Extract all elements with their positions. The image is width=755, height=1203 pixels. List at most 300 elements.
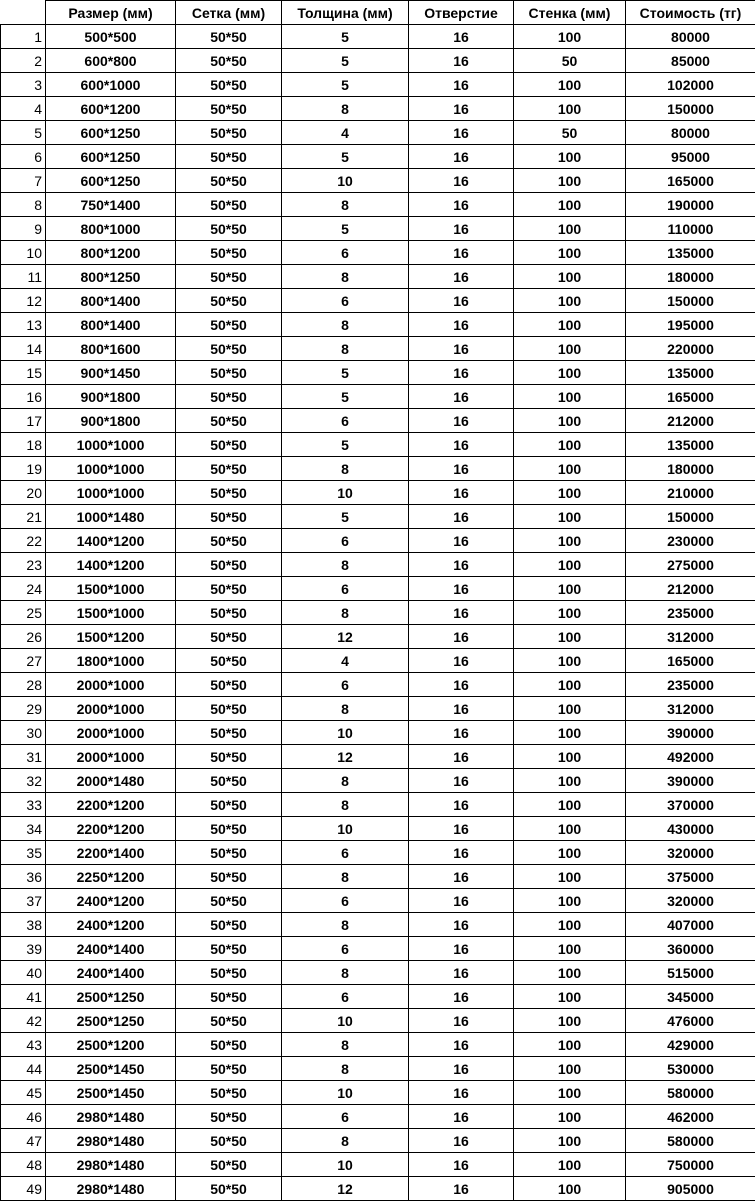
size-cell: 2400*1200 bbox=[46, 913, 176, 937]
size-cell: 2500*1450 bbox=[46, 1081, 176, 1105]
header-mesh: Сетка (мм) bbox=[176, 1, 282, 25]
wall-cell: 100 bbox=[514, 1129, 626, 1153]
mesh-cell: 50*50 bbox=[176, 433, 282, 457]
thickness-cell: 6 bbox=[282, 841, 409, 865]
mesh-cell: 50*50 bbox=[176, 625, 282, 649]
table-row bbox=[1, 361, 755, 385]
row-number: 20 bbox=[1, 481, 46, 505]
size-cell: 2400*1200 bbox=[46, 889, 176, 913]
price-cell: 360000 bbox=[626, 937, 755, 961]
size-cell: 1500*1000 bbox=[46, 601, 176, 625]
table-row bbox=[1, 121, 755, 145]
table-row bbox=[1, 985, 755, 1009]
hole-cell: 16 bbox=[409, 937, 514, 961]
table-row bbox=[1, 289, 755, 313]
row-number: 39 bbox=[1, 937, 46, 961]
wall-cell: 100 bbox=[514, 553, 626, 577]
size-cell: 600*1200 bbox=[46, 97, 176, 121]
wall-cell: 50 bbox=[514, 49, 626, 73]
hole-cell: 16 bbox=[409, 193, 514, 217]
price-cell: 230000 bbox=[626, 529, 755, 553]
size-cell: 2000*1000 bbox=[46, 673, 176, 697]
row-number: 49 bbox=[1, 1177, 46, 1201]
price-cell: 905000 bbox=[626, 1177, 755, 1201]
table-row bbox=[1, 97, 755, 121]
row-number: 31 bbox=[1, 745, 46, 769]
row-number: 6 bbox=[1, 145, 46, 169]
table-row bbox=[1, 25, 755, 49]
table-row bbox=[1, 1129, 755, 1153]
table-row bbox=[1, 793, 755, 817]
row-number: 24 bbox=[1, 577, 46, 601]
price-cell: 429000 bbox=[626, 1033, 755, 1057]
price-cell: 110000 bbox=[626, 217, 755, 241]
row-number: 29 bbox=[1, 697, 46, 721]
mesh-cell: 50*50 bbox=[176, 1129, 282, 1153]
wall-cell: 100 bbox=[514, 793, 626, 817]
row-number: 13 bbox=[1, 313, 46, 337]
size-cell: 900*1800 bbox=[46, 409, 176, 433]
table-row bbox=[1, 649, 755, 673]
size-cell: 800*1400 bbox=[46, 313, 176, 337]
hole-cell: 16 bbox=[409, 961, 514, 985]
wall-cell: 100 bbox=[514, 673, 626, 697]
row-number: 48 bbox=[1, 1153, 46, 1177]
hole-cell: 16 bbox=[409, 265, 514, 289]
wall-cell: 100 bbox=[514, 913, 626, 937]
table-row bbox=[1, 937, 755, 961]
thickness-cell: 6 bbox=[282, 409, 409, 433]
thickness-cell: 10 bbox=[282, 1153, 409, 1177]
header-price: Стоимость (тг) bbox=[626, 1, 755, 25]
table-row bbox=[1, 961, 755, 985]
size-cell: 2000*1480 bbox=[46, 769, 176, 793]
hole-cell: 16 bbox=[409, 577, 514, 601]
price-cell: 320000 bbox=[626, 841, 755, 865]
table-row bbox=[1, 193, 755, 217]
wall-cell: 100 bbox=[514, 145, 626, 169]
table-row bbox=[1, 265, 755, 289]
price-cell: 80000 bbox=[626, 121, 755, 145]
thickness-cell: 5 bbox=[282, 505, 409, 529]
thickness-cell: 12 bbox=[282, 1177, 409, 1201]
wall-cell: 100 bbox=[514, 217, 626, 241]
wall-cell: 100 bbox=[514, 265, 626, 289]
wall-cell: 100 bbox=[514, 697, 626, 721]
hole-cell: 16 bbox=[409, 793, 514, 817]
price-cell: 210000 bbox=[626, 481, 755, 505]
price-cell: 345000 bbox=[626, 985, 755, 1009]
table-row bbox=[1, 697, 755, 721]
table-row bbox=[1, 457, 755, 481]
price-cell: 390000 bbox=[626, 769, 755, 793]
table-row bbox=[1, 745, 755, 769]
price-cell: 530000 bbox=[626, 1057, 755, 1081]
hole-cell: 16 bbox=[409, 1009, 514, 1033]
table-row bbox=[1, 385, 755, 409]
mesh-cell: 50*50 bbox=[176, 337, 282, 361]
hole-cell: 16 bbox=[409, 1153, 514, 1177]
hole-cell: 16 bbox=[409, 553, 514, 577]
thickness-cell: 5 bbox=[282, 361, 409, 385]
size-cell: 800*1000 bbox=[46, 217, 176, 241]
mesh-cell: 50*50 bbox=[176, 553, 282, 577]
size-cell: 2250*1200 bbox=[46, 865, 176, 889]
hole-cell: 16 bbox=[409, 1177, 514, 1201]
table-row bbox=[1, 817, 755, 841]
thickness-cell: 8 bbox=[282, 193, 409, 217]
wall-cell: 100 bbox=[514, 1177, 626, 1201]
row-number: 23 bbox=[1, 553, 46, 577]
thickness-cell: 10 bbox=[282, 481, 409, 505]
wall-cell: 100 bbox=[514, 97, 626, 121]
mesh-cell: 50*50 bbox=[176, 745, 282, 769]
price-cell: 492000 bbox=[626, 745, 755, 769]
hole-cell: 16 bbox=[409, 1081, 514, 1105]
table-row bbox=[1, 313, 755, 337]
hole-cell: 16 bbox=[409, 889, 514, 913]
size-cell: 1500*1200 bbox=[46, 625, 176, 649]
price-cell: 165000 bbox=[626, 385, 755, 409]
row-number: 11 bbox=[1, 265, 46, 289]
wall-cell: 100 bbox=[514, 481, 626, 505]
thickness-cell: 8 bbox=[282, 1033, 409, 1057]
wall-cell: 100 bbox=[514, 529, 626, 553]
price-cell: 135000 bbox=[626, 241, 755, 265]
thickness-cell: 8 bbox=[282, 1129, 409, 1153]
wall-cell: 100 bbox=[514, 337, 626, 361]
hole-cell: 16 bbox=[409, 841, 514, 865]
size-cell: 2200*1200 bbox=[46, 817, 176, 841]
table-row bbox=[1, 1081, 755, 1105]
table-row bbox=[1, 1177, 755, 1201]
price-cell: 180000 bbox=[626, 457, 755, 481]
row-number: 18 bbox=[1, 433, 46, 457]
mesh-cell: 50*50 bbox=[176, 817, 282, 841]
table-row bbox=[1, 553, 755, 577]
table-row bbox=[1, 145, 755, 169]
hole-cell: 16 bbox=[409, 145, 514, 169]
size-cell: 1800*1000 bbox=[46, 649, 176, 673]
mesh-cell: 50*50 bbox=[176, 169, 282, 193]
mesh-cell: 50*50 bbox=[176, 25, 282, 49]
row-number: 10 bbox=[1, 241, 46, 265]
price-cell: 85000 bbox=[626, 49, 755, 73]
mesh-cell: 50*50 bbox=[176, 841, 282, 865]
size-cell: 2500*1200 bbox=[46, 1033, 176, 1057]
wall-cell: 100 bbox=[514, 73, 626, 97]
thickness-cell: 12 bbox=[282, 745, 409, 769]
table-row bbox=[1, 1033, 755, 1057]
size-cell: 800*1600 bbox=[46, 337, 176, 361]
price-cell: 235000 bbox=[626, 601, 755, 625]
size-cell: 2980*1480 bbox=[46, 1177, 176, 1201]
mesh-cell: 50*50 bbox=[176, 721, 282, 745]
thickness-cell: 8 bbox=[282, 793, 409, 817]
size-cell: 2000*1000 bbox=[46, 697, 176, 721]
table-row bbox=[1, 721, 755, 745]
size-cell: 2200*1400 bbox=[46, 841, 176, 865]
row-number: 15 bbox=[1, 361, 46, 385]
thickness-cell: 4 bbox=[282, 121, 409, 145]
price-cell: 312000 bbox=[626, 625, 755, 649]
mesh-cell: 50*50 bbox=[176, 865, 282, 889]
size-cell: 800*1400 bbox=[46, 289, 176, 313]
hole-cell: 16 bbox=[409, 289, 514, 313]
hole-cell: 16 bbox=[409, 481, 514, 505]
hole-cell: 16 bbox=[409, 817, 514, 841]
mesh-cell: 50*50 bbox=[176, 49, 282, 73]
wall-cell: 100 bbox=[514, 169, 626, 193]
wall-cell: 100 bbox=[514, 937, 626, 961]
price-cell: 750000 bbox=[626, 1153, 755, 1177]
wall-cell: 100 bbox=[514, 841, 626, 865]
price-cell: 320000 bbox=[626, 889, 755, 913]
mesh-cell: 50*50 bbox=[176, 97, 282, 121]
wall-cell: 100 bbox=[514, 193, 626, 217]
size-cell: 2000*1000 bbox=[46, 745, 176, 769]
thickness-cell: 6 bbox=[282, 577, 409, 601]
size-cell: 2400*1400 bbox=[46, 961, 176, 985]
thickness-cell: 12 bbox=[282, 625, 409, 649]
thickness-cell: 8 bbox=[282, 97, 409, 121]
mesh-cell: 50*50 bbox=[176, 265, 282, 289]
price-cell: 135000 bbox=[626, 433, 755, 457]
wall-cell: 100 bbox=[514, 625, 626, 649]
mesh-cell: 50*50 bbox=[176, 409, 282, 433]
hole-cell: 16 bbox=[409, 769, 514, 793]
wall-cell: 100 bbox=[514, 361, 626, 385]
hole-cell: 16 bbox=[409, 49, 514, 73]
mesh-cell: 50*50 bbox=[176, 121, 282, 145]
mesh-cell: 50*50 bbox=[176, 913, 282, 937]
table-row bbox=[1, 913, 755, 937]
row-number: 46 bbox=[1, 1105, 46, 1129]
size-cell: 2500*1450 bbox=[46, 1057, 176, 1081]
table-row bbox=[1, 1009, 755, 1033]
hole-cell: 16 bbox=[409, 985, 514, 1009]
thickness-cell: 4 bbox=[282, 649, 409, 673]
row-number: 14 bbox=[1, 337, 46, 361]
mesh-cell: 50*50 bbox=[176, 601, 282, 625]
table-row bbox=[1, 865, 755, 889]
price-cell: 476000 bbox=[626, 1009, 755, 1033]
mesh-cell: 50*50 bbox=[176, 1153, 282, 1177]
table-row bbox=[1, 481, 755, 505]
table-row bbox=[1, 625, 755, 649]
hole-cell: 16 bbox=[409, 337, 514, 361]
row-number: 28 bbox=[1, 673, 46, 697]
wall-cell: 100 bbox=[514, 1153, 626, 1177]
mesh-cell: 50*50 bbox=[176, 697, 282, 721]
thickness-cell: 8 bbox=[282, 961, 409, 985]
size-cell: 2500*1250 bbox=[46, 985, 176, 1009]
row-number: 43 bbox=[1, 1033, 46, 1057]
header-corner bbox=[1, 1, 46, 25]
table-row bbox=[1, 217, 755, 241]
price-cell: 275000 bbox=[626, 553, 755, 577]
row-number: 33 bbox=[1, 793, 46, 817]
size-cell: 1000*1000 bbox=[46, 457, 176, 481]
mesh-cell: 50*50 bbox=[176, 481, 282, 505]
table-row bbox=[1, 673, 755, 697]
mesh-cell: 50*50 bbox=[176, 961, 282, 985]
mesh-cell: 50*50 bbox=[176, 577, 282, 601]
thickness-cell: 8 bbox=[282, 265, 409, 289]
size-cell: 2980*1480 bbox=[46, 1105, 176, 1129]
hole-cell: 16 bbox=[409, 649, 514, 673]
price-cell: 135000 bbox=[626, 361, 755, 385]
table-row bbox=[1, 841, 755, 865]
thickness-cell: 5 bbox=[282, 385, 409, 409]
wall-cell: 100 bbox=[514, 649, 626, 673]
mesh-cell: 50*50 bbox=[176, 985, 282, 1009]
wall-cell: 100 bbox=[514, 577, 626, 601]
price-cell: 190000 bbox=[626, 193, 755, 217]
mesh-cell: 50*50 bbox=[176, 649, 282, 673]
thickness-cell: 8 bbox=[282, 1057, 409, 1081]
row-number: 36 bbox=[1, 865, 46, 889]
hole-cell: 16 bbox=[409, 673, 514, 697]
header-thickness: Толщина (мм) bbox=[282, 1, 409, 25]
mesh-cell: 50*50 bbox=[176, 289, 282, 313]
size-cell: 750*1400 bbox=[46, 193, 176, 217]
hole-cell: 16 bbox=[409, 721, 514, 745]
thickness-cell: 8 bbox=[282, 601, 409, 625]
wall-cell: 100 bbox=[514, 865, 626, 889]
mesh-cell: 50*50 bbox=[176, 937, 282, 961]
wall-cell: 100 bbox=[514, 985, 626, 1009]
hole-cell: 16 bbox=[409, 697, 514, 721]
thickness-cell: 5 bbox=[282, 145, 409, 169]
price-cell: 515000 bbox=[626, 961, 755, 985]
row-number: 19 bbox=[1, 457, 46, 481]
mesh-cell: 50*50 bbox=[176, 1081, 282, 1105]
thickness-cell: 10 bbox=[282, 721, 409, 745]
hole-cell: 16 bbox=[409, 457, 514, 481]
header-hole: Отверстие bbox=[409, 1, 514, 25]
hole-cell: 16 bbox=[409, 385, 514, 409]
wall-cell: 100 bbox=[514, 889, 626, 913]
thickness-cell: 8 bbox=[282, 337, 409, 361]
row-number: 25 bbox=[1, 601, 46, 625]
wall-cell: 100 bbox=[514, 1105, 626, 1129]
hole-cell: 16 bbox=[409, 1105, 514, 1129]
row-number: 35 bbox=[1, 841, 46, 865]
size-cell: 2500*1250 bbox=[46, 1009, 176, 1033]
header-size: Размер (мм) bbox=[46, 1, 176, 25]
table-row bbox=[1, 1105, 755, 1129]
table-row bbox=[1, 769, 755, 793]
size-cell: 600*1250 bbox=[46, 145, 176, 169]
thickness-cell: 8 bbox=[282, 913, 409, 937]
table-row bbox=[1, 433, 755, 457]
thickness-cell: 8 bbox=[282, 697, 409, 721]
mesh-cell: 50*50 bbox=[176, 1105, 282, 1129]
thickness-cell: 6 bbox=[282, 289, 409, 313]
wall-cell: 100 bbox=[514, 313, 626, 337]
size-cell: 2000*1000 bbox=[46, 721, 176, 745]
table-row bbox=[1, 409, 755, 433]
thickness-cell: 8 bbox=[282, 553, 409, 577]
row-number: 5 bbox=[1, 121, 46, 145]
size-cell: 1000*1480 bbox=[46, 505, 176, 529]
mesh-cell: 50*50 bbox=[176, 769, 282, 793]
wall-cell: 100 bbox=[514, 961, 626, 985]
price-cell: 430000 bbox=[626, 817, 755, 841]
price-cell: 150000 bbox=[626, 289, 755, 313]
thickness-cell: 5 bbox=[282, 73, 409, 97]
mesh-cell: 50*50 bbox=[176, 361, 282, 385]
row-number: 17 bbox=[1, 409, 46, 433]
wall-cell: 50 bbox=[514, 121, 626, 145]
table-row bbox=[1, 889, 755, 913]
mesh-cell: 50*50 bbox=[176, 145, 282, 169]
table-row bbox=[1, 169, 755, 193]
row-number: 42 bbox=[1, 1009, 46, 1033]
wall-cell: 100 bbox=[514, 1033, 626, 1057]
size-cell: 900*1800 bbox=[46, 385, 176, 409]
thickness-cell: 10 bbox=[282, 1081, 409, 1105]
wall-cell: 100 bbox=[514, 1009, 626, 1033]
mesh-cell: 50*50 bbox=[176, 217, 282, 241]
row-number: 37 bbox=[1, 889, 46, 913]
wall-cell: 100 bbox=[514, 745, 626, 769]
price-cell: 462000 bbox=[626, 1105, 755, 1129]
price-cell: 220000 bbox=[626, 337, 755, 361]
hole-cell: 16 bbox=[409, 1033, 514, 1057]
thickness-cell: 8 bbox=[282, 865, 409, 889]
hole-cell: 16 bbox=[409, 529, 514, 553]
hole-cell: 16 bbox=[409, 217, 514, 241]
hole-cell: 16 bbox=[409, 913, 514, 937]
size-cell: 2980*1480 bbox=[46, 1153, 176, 1177]
table-row bbox=[1, 505, 755, 529]
table-row bbox=[1, 241, 755, 265]
size-cell: 1000*1000 bbox=[46, 433, 176, 457]
row-number: 27 bbox=[1, 649, 46, 673]
mesh-cell: 50*50 bbox=[176, 1057, 282, 1081]
wall-cell: 100 bbox=[514, 601, 626, 625]
thickness-cell: 6 bbox=[282, 673, 409, 697]
price-cell: 370000 bbox=[626, 793, 755, 817]
hole-cell: 16 bbox=[409, 625, 514, 649]
row-number: 47 bbox=[1, 1129, 46, 1153]
thickness-cell: 8 bbox=[282, 457, 409, 481]
table-row bbox=[1, 1153, 755, 1177]
hole-cell: 16 bbox=[409, 313, 514, 337]
table-row bbox=[1, 577, 755, 601]
header-row bbox=[1, 1, 755, 25]
hole-cell: 16 bbox=[409, 1057, 514, 1081]
size-cell: 600*1000 bbox=[46, 73, 176, 97]
thickness-cell: 5 bbox=[282, 217, 409, 241]
row-number: 2 bbox=[1, 49, 46, 73]
row-number: 34 bbox=[1, 817, 46, 841]
hole-cell: 16 bbox=[409, 745, 514, 769]
thickness-cell: 10 bbox=[282, 1009, 409, 1033]
price-cell: 165000 bbox=[626, 169, 755, 193]
thickness-cell: 5 bbox=[282, 25, 409, 49]
mesh-cell: 50*50 bbox=[176, 1177, 282, 1201]
hole-cell: 16 bbox=[409, 97, 514, 121]
table-row bbox=[1, 73, 755, 97]
size-cell: 1500*1000 bbox=[46, 577, 176, 601]
row-number: 45 bbox=[1, 1081, 46, 1105]
row-number: 8 bbox=[1, 193, 46, 217]
thickness-cell: 8 bbox=[282, 769, 409, 793]
price-cell: 580000 bbox=[626, 1081, 755, 1105]
